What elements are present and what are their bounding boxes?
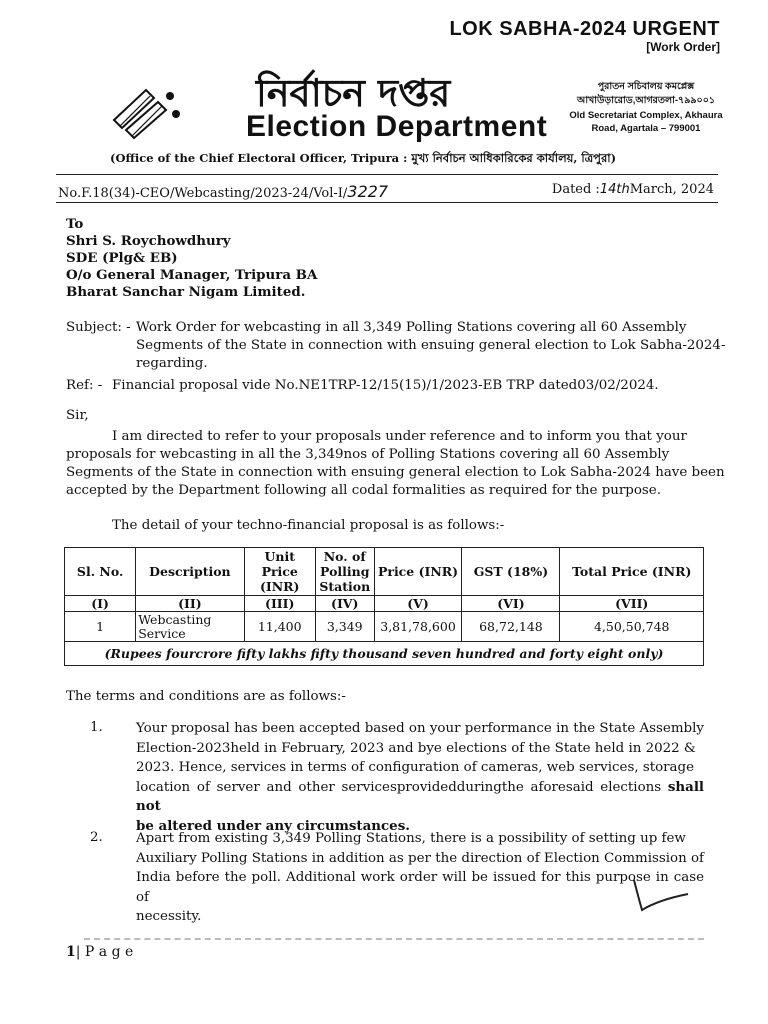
header-gst: GST (18%) (462, 548, 560, 596)
amount-in-words: (Rupees fourcrore fifty lakhs fifty thousand seven hundred and forty eight only) (65, 642, 704, 666)
initials-mark-icon (628, 876, 698, 916)
term-2-line-1: Apart from existing 3,349 Polling Stations, there is a possibility of setting up few (136, 831, 686, 846)
cell-unit-price: 11,400 (244, 612, 315, 642)
term-2-text (136, 829, 704, 927)
page-footer (66, 944, 133, 960)
col-num-3: (III) (244, 596, 315, 612)
addressee-office: O/o General Manager, Tripura BA (66, 267, 318, 283)
term-1-text (136, 719, 704, 836)
paragraph-line-2: proposals for webcasting in all the 3,349nos of Polling Stations covering all 60 Assembly (66, 447, 670, 462)
subject-label: Subject: - (66, 320, 131, 335)
ref-text: Financial proposal vide No.NE1TRP-12/15(15)/1/2023-EB TRP dated03/02/2024. (112, 378, 659, 393)
term-1-line-3: 2023. Hence, services in terms of configuration of cameras, web services, storage (136, 760, 695, 775)
term-1-line-4 (136, 778, 704, 817)
salutation: Sir, (66, 408, 89, 423)
reference-text: No.F.18(34)-CEO/Webcasting/2023-24/Vol-I/ (58, 186, 348, 201)
header-rule (56, 174, 718, 175)
address-line-1: Old Secretariat Complex, Akhaura (569, 110, 723, 121)
subject-line-3: regarding. (136, 356, 208, 371)
term-1-line-2: Election-2023held in February, 2023 and bye elections of the State held in 2022 & (136, 740, 696, 756)
addressee-company: Bharat Sanchar Nigam Limited. (66, 284, 306, 300)
header-price: Price (INR) (374, 548, 462, 596)
term-1-line-1: Your proposal has been accepted based on your performance in the State Assembly (136, 721, 704, 736)
address-bengali-2: আখাউড়ারোড,আগরতলা-৭৯৯০০১ (576, 95, 716, 106)
footer-divider (84, 938, 704, 940)
cell-total-price: 4,50,50,748 (560, 612, 704, 642)
dated-label: Dated : (551, 182, 600, 197)
header-description: Description (136, 548, 244, 596)
ref-label: Ref: - (66, 378, 103, 393)
address-line-2: Road, Agartala – 799001 (591, 123, 701, 134)
cell-sl-no: 1 (65, 612, 136, 642)
department-title-bengali: নির্বাচন দপ্তর (256, 71, 451, 115)
work-order-tag: [Work Order] (646, 40, 720, 54)
cell-gst: 68,72,148 (462, 612, 560, 642)
term-2-line-4: necessity. (136, 909, 202, 924)
paragraph-line-4: accepted by the Department following all codal formalities as required for the purpose. (66, 483, 661, 498)
page-number: 1 (66, 944, 76, 960)
col-num-2: (II) (136, 596, 244, 612)
subject-line-2: Segments of the State in connection with ensuing general election to Lok Sabha-2024- (136, 338, 726, 353)
col-num-7: (VII) (560, 596, 704, 612)
term-1-line-4-text: location of server and other servicesprovidedduringthe aforesaid elections (136, 779, 668, 795)
dated-day: 14th (599, 182, 630, 197)
term-1-number: 1. (90, 720, 103, 735)
term-2-number: 2. (90, 830, 103, 845)
col-num-4: (IV) (315, 596, 374, 612)
department-title: Election Department (246, 110, 548, 143)
reference-number (58, 182, 388, 201)
paragraph-line-3: Segments of the State in connection with ensuing general election to Lok Sabha-2024 have been (66, 465, 725, 480)
header-polling-stations: No. of Polling Station (315, 548, 374, 596)
terms-intro: The terms and conditions are as follows:- (66, 689, 346, 704)
handwritten-number: 3227 (347, 182, 389, 201)
cell-description: Webcasting Service (136, 612, 244, 642)
addressee-name: Shri S. Roychowdhury (66, 233, 231, 249)
table-row (65, 612, 704, 642)
term-1-bold-text: shall not (136, 778, 704, 814)
term-1-bold-line: be altered under any circumstances. (136, 817, 410, 834)
col-num-1: (I) (65, 596, 136, 612)
address-bengali-1: পুরাতন সচিবালয় কমপ্লেক্স (597, 81, 695, 92)
dated-month-year: March, 2024 (629, 182, 714, 197)
paragraph-line-1: I am directed to refer to your proposals under reference and to inform you that your (112, 429, 687, 444)
office-line: (Office of the Chief Electoral Officer, Tripura : মুখ্য নির্বাচন আধিকারিকের কার্যালয়, ত্রিপুরা) (110, 151, 617, 165)
subject-line-1: Work Order for webcasting in all 3,349 Polling Stations covering all 60 Assembly (136, 320, 687, 335)
page-label: | P a g e (75, 944, 134, 960)
header-total-price: Total Price (INR) (560, 548, 704, 596)
col-num-6: (VI) (462, 596, 560, 612)
dated-line (552, 182, 714, 197)
cell-price: 3,81,78,600 (374, 612, 462, 642)
detail-intro: The detail of your techno-financial proposal is as follows:- (112, 518, 505, 533)
header-unit-price: Unit Price (INR) (244, 548, 315, 596)
urgent-heading: LOK SABHA-2024 URGENT (449, 18, 720, 40)
term-2-line-3: India before the poll. Additional work order will be issued for this purpose in case of (136, 870, 704, 905)
reference-rule (56, 202, 718, 203)
term-2-line-2: Auxiliary Polling Stations in addition as per the direction of Election Commission of (136, 850, 704, 866)
to-label: To (66, 216, 84, 232)
cell-polling-stations: 3,349 (315, 612, 374, 642)
col-num-5: (V) (374, 596, 462, 612)
techno-financial-table (64, 547, 704, 666)
addressee-designation: SDE (Plg& EB) (66, 250, 178, 266)
election-emblem-icon (106, 80, 186, 142)
header-sl-no: Sl. No. (65, 548, 136, 596)
